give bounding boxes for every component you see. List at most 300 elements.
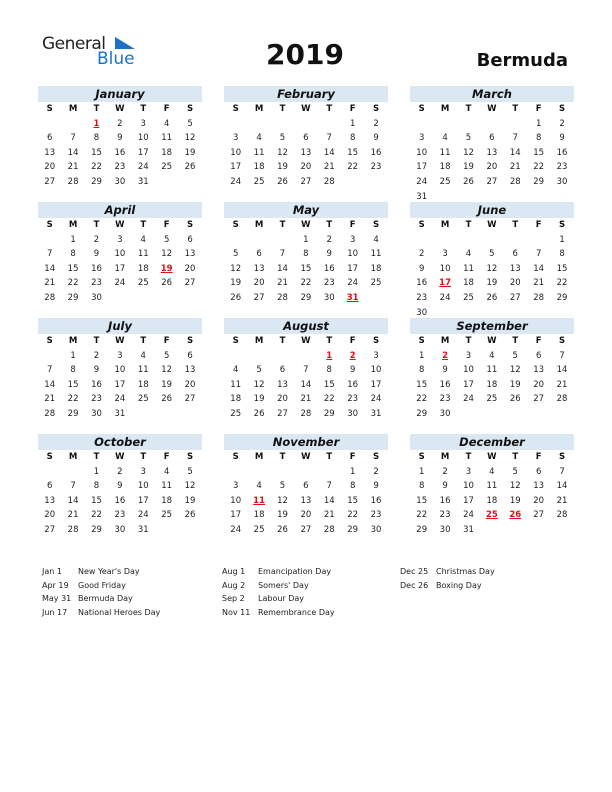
day: 21 [67, 510, 79, 521]
day: 13 [300, 147, 312, 158]
day: 11 [161, 133, 173, 144]
day: 24 [230, 176, 242, 187]
day: 15 [347, 495, 359, 506]
day: 21 [533, 278, 545, 289]
day: 18 [486, 495, 498, 506]
day: 29 [533, 176, 545, 187]
day-grid [410, 218, 574, 320]
holiday-day: 31 [346, 292, 359, 303]
day: 25 [137, 278, 149, 289]
day: 12 [230, 263, 242, 274]
empty-cell [61, 465, 84, 480]
day: 27 [509, 292, 521, 303]
day: 5 [512, 466, 518, 477]
day: 6 [303, 133, 309, 144]
day: 30 [439, 524, 451, 535]
day: 4 [163, 118, 170, 129]
day: 29 [416, 524, 428, 535]
day: 10 [137, 481, 149, 492]
day: 29 [347, 524, 359, 535]
day: 10 [439, 263, 451, 274]
logo-triangle-icon [115, 37, 135, 49]
day: 18 [161, 147, 173, 158]
holiday-name: Bermuda Day [78, 594, 133, 604]
day: 13 [486, 147, 498, 158]
empty-cell [61, 117, 84, 132]
day: 2 [117, 118, 123, 129]
weekday-label: S [232, 452, 239, 462]
day: 2 [93, 234, 100, 245]
day: 30 [114, 524, 126, 535]
day: 9 [117, 133, 123, 144]
day: 18 [137, 379, 149, 390]
day: 30 [439, 408, 451, 419]
day: 13 [44, 495, 56, 506]
holiday-entry [42, 565, 160, 579]
year-title: 2019 [266, 38, 344, 71]
day: 17 [137, 147, 149, 158]
country-title: Bermuda [476, 50, 568, 71]
holiday-entry [222, 579, 335, 593]
day: 24 [114, 278, 126, 289]
day: 14 [533, 263, 545, 274]
day: 21 [300, 394, 312, 405]
holiday-date: May 31 [42, 594, 72, 604]
holiday-day: 25 [485, 510, 498, 521]
day: 16 [347, 379, 359, 390]
holiday-name: Emancipation Day [258, 567, 332, 576]
day: 5 [232, 249, 239, 260]
day: 6 [46, 481, 53, 492]
day: 26 [253, 408, 265, 419]
day: 15 [67, 263, 79, 274]
day: 21 [67, 162, 79, 173]
day: 25 [161, 510, 173, 521]
weekday-label: F [349, 104, 356, 114]
day: 9 [93, 249, 100, 260]
month-october [38, 434, 202, 538]
day: 4 [163, 466, 170, 477]
day: 17 [137, 495, 149, 506]
day: 28 [277, 292, 288, 303]
day: 23 [370, 510, 382, 521]
day: 2 [326, 234, 332, 245]
empty-cell [224, 465, 247, 480]
day: 1 [349, 118, 356, 129]
day: 29 [91, 176, 102, 187]
day: 8 [418, 481, 425, 492]
day: 15 [91, 147, 102, 158]
empty-cell [294, 349, 317, 364]
day: 3 [442, 249, 448, 260]
weekday-label: T [512, 220, 519, 230]
weekday-label: T [279, 336, 286, 346]
logo-text-general: General [42, 34, 106, 54]
day: 19 [184, 495, 196, 506]
holiday-name: Good Friday [78, 580, 126, 590]
day: 6 [512, 249, 518, 260]
month-title: July [38, 318, 202, 334]
day: 27 [44, 176, 56, 187]
holiday-name: Labour Day [258, 594, 305, 604]
day: 26 [463, 176, 474, 187]
day: 9 [326, 249, 332, 260]
day: 26 [184, 162, 196, 173]
day: 2 [373, 118, 379, 129]
empty-cell [480, 117, 503, 132]
weekday-label: F [163, 104, 170, 114]
empty-cell [224, 349, 247, 364]
weekday-label: M [68, 220, 78, 230]
holiday-entry [42, 606, 160, 620]
day: 18 [253, 162, 265, 173]
holiday-name: National Heroes Day [78, 607, 161, 617]
day: 24 [463, 394, 474, 405]
day: 1 [535, 118, 542, 129]
day: 7 [512, 133, 518, 144]
empty-cell [247, 349, 270, 364]
day: 27 [184, 278, 196, 289]
weekday-label: T [140, 220, 147, 230]
day: 9 [349, 365, 356, 376]
weekday-label: W [115, 452, 125, 462]
day: 3 [140, 466, 146, 477]
day: 11 [370, 249, 382, 260]
day: 30 [114, 176, 126, 187]
weekday-label: S [232, 220, 239, 230]
day: 18 [137, 263, 149, 274]
weekday-label: S [372, 336, 380, 346]
day: 22 [533, 162, 545, 173]
day: 11 [439, 147, 451, 158]
month-january [38, 86, 202, 190]
day: 29 [91, 524, 102, 535]
day: 25 [137, 394, 149, 405]
month-september [410, 318, 574, 422]
day-grid [38, 218, 202, 306]
day: 25 [253, 176, 265, 187]
day: 12 [486, 263, 498, 274]
day-grid [224, 102, 388, 190]
day: 14 [556, 365, 568, 376]
day: 26 [161, 394, 173, 405]
day: 23 [439, 510, 451, 521]
day: 19 [184, 147, 196, 158]
month-december [410, 434, 574, 538]
day: 18 [230, 394, 242, 405]
day: 7 [559, 350, 565, 361]
empty-cell [318, 465, 341, 480]
day: 28 [44, 408, 56, 419]
weekday-label: T [326, 452, 333, 462]
logo [42, 34, 142, 74]
weekday-label: T [465, 336, 472, 346]
day: 31 [463, 524, 474, 535]
day: 13 [300, 495, 312, 506]
weekday-label: M [440, 220, 450, 230]
day: 23 [370, 162, 382, 173]
weekday-label: F [535, 452, 542, 462]
weekday-label: S [558, 452, 566, 462]
holiday-date: Aug 1 [222, 567, 246, 576]
day: 7 [535, 249, 542, 260]
weekday-label: S [372, 104, 380, 114]
day: 10 [137, 133, 149, 144]
holiday-date: Aug 2 [222, 580, 246, 590]
day: 8 [349, 133, 356, 144]
holiday-column [42, 565, 160, 619]
day: 23 [114, 162, 126, 173]
weekday-label: W [487, 452, 497, 462]
day: 4 [256, 481, 262, 492]
day: 15 [91, 495, 102, 506]
day: 29 [67, 408, 79, 419]
day: 12 [277, 147, 288, 158]
day: 16 [370, 147, 382, 158]
day: 13 [533, 481, 545, 492]
day: 31 [114, 408, 126, 419]
day: 2 [559, 118, 565, 129]
day-grid [410, 450, 574, 538]
day: 23 [416, 292, 428, 303]
day: 24 [230, 524, 242, 535]
day: 5 [187, 118, 193, 129]
empty-cell [247, 465, 270, 480]
weekday-label: F [163, 220, 170, 230]
day: 12 [509, 365, 521, 376]
empty-cell [457, 233, 480, 248]
day: 15 [300, 263, 312, 274]
day: 1 [349, 466, 356, 477]
day-grid [410, 102, 574, 204]
day: 30 [556, 176, 568, 187]
day-grid [224, 218, 388, 306]
day: 3 [140, 118, 146, 129]
day: 15 [416, 495, 428, 506]
day: 3 [232, 133, 239, 144]
empty-cell [271, 117, 294, 132]
day: 29 [67, 292, 79, 303]
day: 11 [230, 379, 242, 390]
day: 27 [277, 408, 288, 419]
day: 27 [300, 524, 312, 535]
day: 20 [277, 394, 288, 405]
day: 16 [439, 379, 451, 390]
day: 8 [326, 365, 332, 376]
day: 2 [117, 466, 123, 477]
day: 24 [347, 278, 359, 289]
day: 27 [533, 510, 545, 521]
holiday-column [222, 565, 335, 619]
day: 6 [489, 133, 495, 144]
day: 24 [137, 510, 149, 521]
holiday-name: New Year's Day [78, 567, 140, 576]
day: 20 [44, 510, 56, 521]
day: 25 [439, 176, 451, 187]
day: 18 [486, 379, 498, 390]
empty-cell [224, 233, 247, 248]
day: 12 [184, 133, 196, 144]
day: 18 [253, 510, 265, 521]
holiday-entry [42, 579, 160, 593]
weekday-label: T [140, 336, 147, 346]
day: 13 [44, 147, 56, 158]
day: 19 [509, 495, 521, 506]
holiday-date: Sep 2 [222, 594, 245, 604]
day: 15 [323, 379, 335, 390]
day-grid [38, 334, 202, 422]
day: 20 [44, 162, 56, 173]
day: 23 [91, 394, 102, 405]
day: 1 [70, 350, 76, 361]
day: 4 [140, 234, 146, 245]
day: 7 [279, 249, 286, 260]
day: 29 [556, 292, 568, 303]
weekday-label: T [512, 452, 519, 462]
weekday-label: T [465, 220, 472, 230]
day: 12 [184, 481, 196, 492]
day: 21 [556, 379, 568, 390]
day: 16 [416, 278, 428, 289]
weekday-label: T [279, 104, 286, 114]
day: 9 [117, 481, 123, 492]
day: 28 [323, 176, 335, 187]
day: 7 [559, 466, 565, 477]
empty-cell [294, 117, 317, 132]
empty-cell [38, 233, 61, 248]
day: 6 [46, 133, 53, 144]
holiday-day: 1 [326, 350, 333, 361]
month-title: November [224, 434, 388, 450]
empty-cell [318, 117, 341, 132]
weekday-label: T [93, 104, 100, 114]
month-title: December [410, 434, 574, 450]
day: 31 [137, 524, 149, 535]
day: 27 [184, 394, 196, 405]
holiday-entry [42, 592, 160, 606]
day: 5 [163, 234, 170, 245]
day: 4 [256, 133, 262, 144]
day: 23 [91, 278, 102, 289]
day: 4 [373, 234, 379, 245]
weekday-label: S [558, 104, 566, 114]
empty-cell [38, 117, 61, 132]
weekday-label: T [140, 104, 147, 114]
day: 31 [416, 191, 428, 202]
day: 23 [323, 278, 335, 289]
day: 28 [44, 292, 56, 303]
month-april [38, 202, 202, 306]
holiday-column [400, 565, 495, 592]
day: 20 [300, 510, 312, 521]
day: 28 [67, 176, 79, 187]
holiday-entry [400, 565, 495, 579]
day: 15 [556, 263, 568, 274]
day: 9 [559, 133, 565, 144]
day: 19 [277, 510, 288, 521]
day: 22 [300, 278, 312, 289]
empty-cell [527, 233, 550, 248]
day: 9 [442, 365, 448, 376]
weekday-label: S [232, 104, 239, 114]
day: 28 [533, 292, 545, 303]
day: 24 [370, 394, 382, 405]
empty-cell [271, 233, 294, 248]
day: 5 [187, 466, 193, 477]
month-title: March [410, 86, 574, 102]
holiday-day: 11 [253, 495, 265, 506]
weekday-label: M [440, 104, 450, 114]
day: 5 [279, 133, 286, 144]
day: 9 [93, 365, 100, 376]
month-june [410, 202, 574, 320]
day: 5 [163, 350, 170, 361]
day: 27 [533, 394, 545, 405]
day: 17 [230, 510, 242, 521]
day: 15 [416, 379, 428, 390]
day: 2 [442, 466, 448, 477]
day: 14 [323, 147, 335, 158]
day: 13 [533, 365, 545, 376]
day: 11 [486, 481, 498, 492]
empty-cell [247, 117, 270, 132]
day: 13 [253, 263, 265, 274]
day: 18 [439, 162, 451, 173]
day-grid [38, 102, 202, 190]
day: 20 [253, 278, 265, 289]
day: 28 [323, 524, 335, 535]
weekday-label: S [46, 452, 53, 462]
empty-cell [410, 233, 433, 248]
day: 16 [439, 495, 451, 506]
day: 22 [347, 510, 359, 521]
weekday-label: M [440, 452, 450, 462]
day: 25 [370, 278, 382, 289]
day: 1 [70, 234, 76, 245]
weekday-label: M [440, 336, 450, 346]
weekday-label: S [186, 104, 194, 114]
day: 12 [277, 495, 288, 506]
day: 23 [556, 162, 568, 173]
weekday-label: F [535, 336, 542, 346]
day: 28 [509, 176, 521, 187]
day: 16 [323, 263, 335, 274]
weekday-label: W [115, 336, 125, 346]
day: 2 [418, 249, 425, 260]
day: 25 [230, 408, 242, 419]
day: 24 [416, 176, 428, 187]
weekday-label: S [46, 104, 53, 114]
day: 1 [303, 234, 309, 245]
day: 31 [370, 408, 382, 419]
day: 3 [465, 466, 472, 477]
day: 10 [114, 249, 126, 260]
day: 3 [349, 234, 356, 245]
day: 22 [347, 162, 359, 173]
day: 17 [416, 162, 428, 173]
day: 17 [463, 379, 474, 390]
day: 28 [300, 408, 312, 419]
weekday-label: S [372, 452, 380, 462]
day: 14 [300, 379, 312, 390]
weekday-label: W [115, 220, 125, 230]
weekday-label: F [349, 220, 356, 230]
day: 20 [486, 162, 498, 173]
month-title: June [410, 202, 574, 218]
weekday-label: S [46, 220, 53, 230]
day: 12 [253, 379, 265, 390]
day: 26 [486, 292, 498, 303]
